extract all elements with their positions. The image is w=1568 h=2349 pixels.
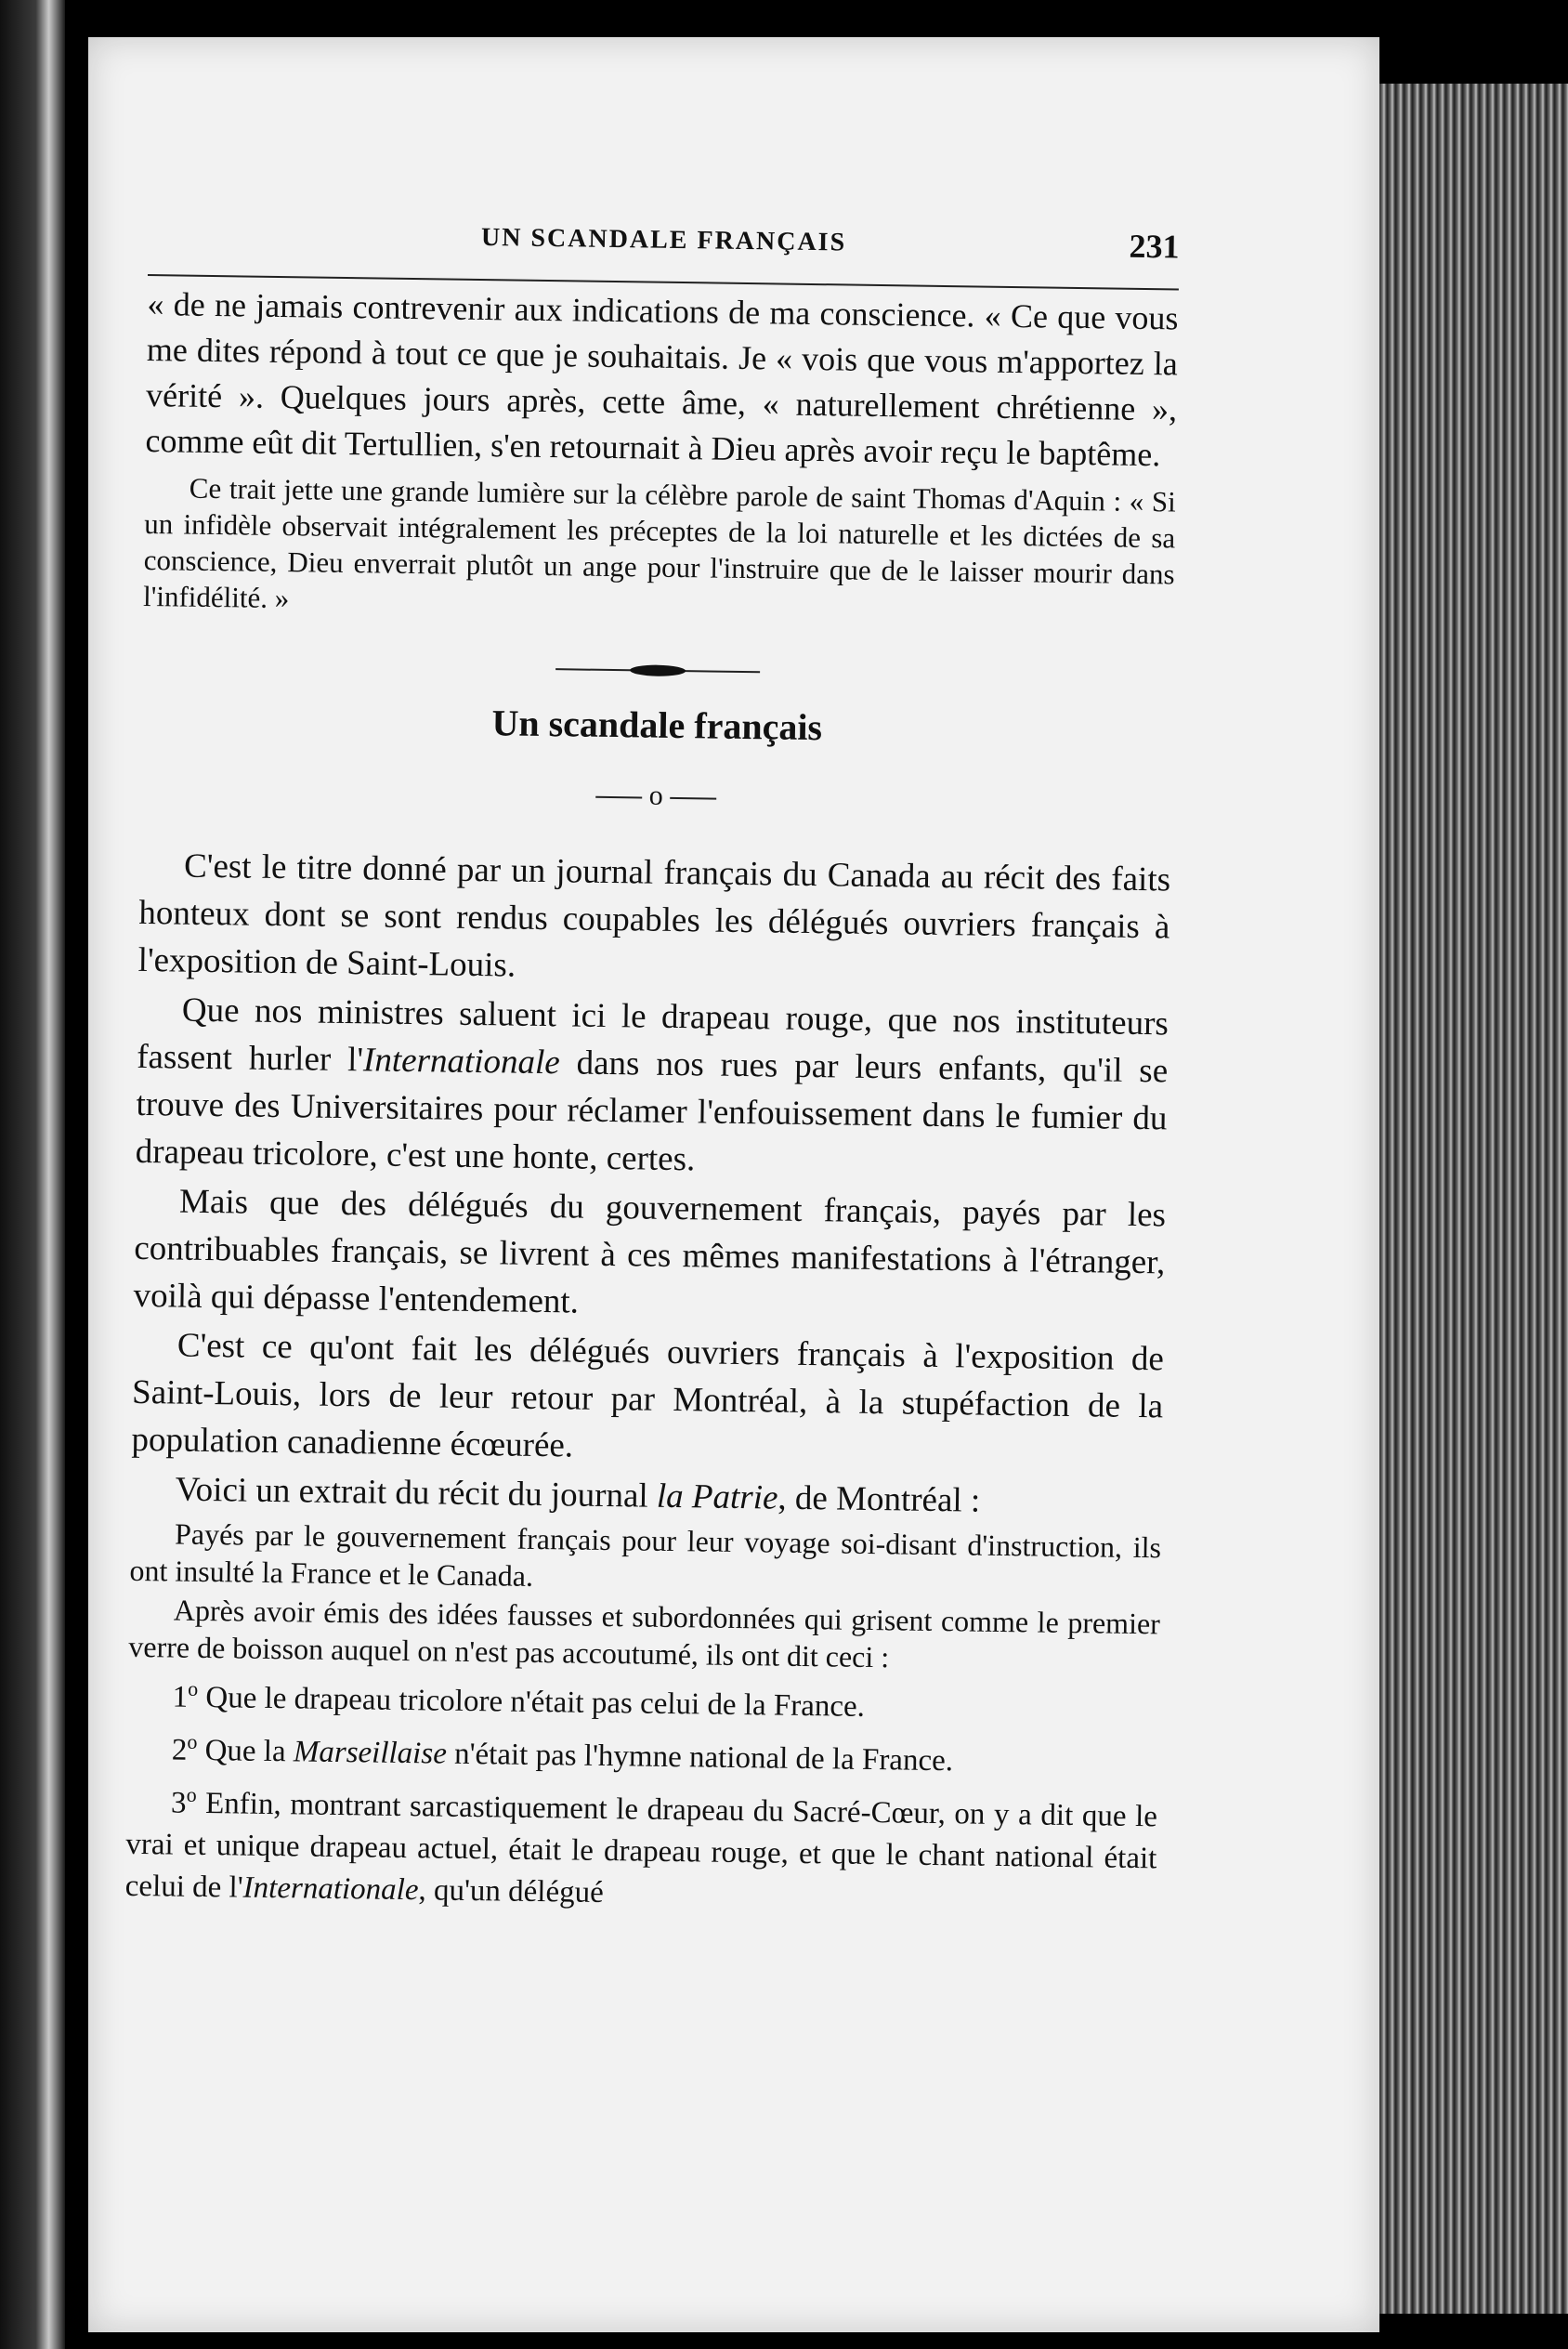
list-item-1-number: 1 [172, 1680, 189, 1714]
section-title: Un scandale français [491, 702, 823, 749]
sub-ornament-line-left [595, 796, 642, 799]
running-title: UN SCANDALE FRANÇAIS [480, 223, 847, 257]
quote-paragraph-2: Après avoir émis des idées fausses et subordonnées qui grisent comme le premier verre de boisson auquel on n'est pas accoutumé, ils ont dit ceci : [128, 1593, 1161, 1674]
page-content [124, 209, 1179, 1922]
section-paragraph-3: Mais que des délégués du gouvernement français, payés par les contribuables français, se livrent à ces mêmes manifestations à l'étranger, voilà qui dépasse l'entendement. [133, 1182, 1167, 1321]
list-item-2-italic-marseillaise: Marseillaise [293, 1735, 448, 1771]
p2-text-before: Que nos ministres saluent ici le drapeau rouge, que nos instituteurs fassent hurler l' [136, 991, 1169, 1080]
page-stack-edge [1379, 84, 1568, 2314]
p2-italic-internationale: Internationale [362, 1041, 561, 1083]
sub-ornament-mark: o [648, 780, 663, 811]
list-item-3-number: 3 [170, 1786, 187, 1820]
left-page-edge [0, 0, 65, 2349]
list-item-2-ordinal: o [187, 1729, 198, 1753]
list-item-3-ordinal: o [186, 1782, 197, 1806]
p2-text-after: dans nos rues par leurs enfants, qu'il se trouve des Universitaires pour réclamer l'enfouissement dans le fumier du drapeau tricolore, c'est une honte, certes. [135, 1043, 1169, 1179]
list-item-3 [124, 1773, 1157, 1922]
title-sub-ornament [140, 773, 1171, 819]
list-item-2-number: 2 [171, 1733, 188, 1767]
section-paragraph-4: C'est ce qu'ont fait les délégués ouvriers français à l'exposition de Saint-Louis, lors de leur retour par Montréal, à la stupéfaction de la population canadienne écœurée. [131, 1326, 1165, 1465]
top-paragraph-1: « de ne jamais contrevenir aux indications de ma conscience. « Ce que vous me dites répond à tout ce que je souhaitais. Je « vois que vous m'apportez la vérité ». Quelques jours après, cette âme, « naturellement chrétienne », comme eût dit Tertullien, s'en retournait à Dieu après avoir reçu le baptême. [145, 284, 1179, 474]
sub-ornament-line-right [670, 797, 716, 800]
list-item-1-ordinal: o [188, 1676, 199, 1700]
list-item-2-text-before: Que la [197, 1733, 294, 1769]
section-body [124, 842, 1170, 1922]
p5-text-before: Voici un extrait du récit du journal [175, 1470, 658, 1516]
p5-text-after: , de Montréal : [777, 1478, 981, 1520]
p5-italic-la-patrie: la Patrie [656, 1476, 778, 1517]
list-item-1-text: Que le drapeau tricolore n'était pas celui de la France. [197, 1680, 866, 1724]
list-item-3-text-after: , qu'un délégué [418, 1873, 605, 1910]
page-number: 231 [1129, 227, 1180, 266]
list-item-3-italic-internationale: Internationale [242, 1870, 419, 1908]
top-text [143, 282, 1179, 628]
quote-paragraph-1: Payés par le gouvernement français pour leur voyage soi-disant d'instruction, ils ont insulté la France et le Canada. [129, 1516, 1162, 1593]
top-paragraph-2: Ce trait jette une grande lumière sur la célèbre parole de saint Thomas d'Aquin : « Si un infidèle observait intégralement les préceptes de la loi naturelle et les dictées de sa conscience, Dieu enverrait plutôt un ange pour l'instruire que de le laisser mourir dans l'infidélité. » [142, 471, 1176, 615]
list-item-3-text-before: Enfin, montrant sarcastiquement le drapeau du Sacré-Cœur, on y a dit que le vrai et unique drapeau actuel, était le drapeau rouge, et que le chant national était celui de l' [124, 1786, 1158, 1905]
running-head [148, 209, 1180, 290]
section-divider-ornament [555, 663, 760, 678]
section-paragraph-1: C'est le titre donné par un journal français du Canada au récit des faits honteux dont se sont rendus coupables les délégués ouvriers français à l'exposition de Saint-Louis. [137, 846, 1171, 985]
list-item-2-text-after: n'était pas l'hymne national de la France. [446, 1737, 954, 1778]
section-paragraph-2 [135, 986, 1169, 1189]
